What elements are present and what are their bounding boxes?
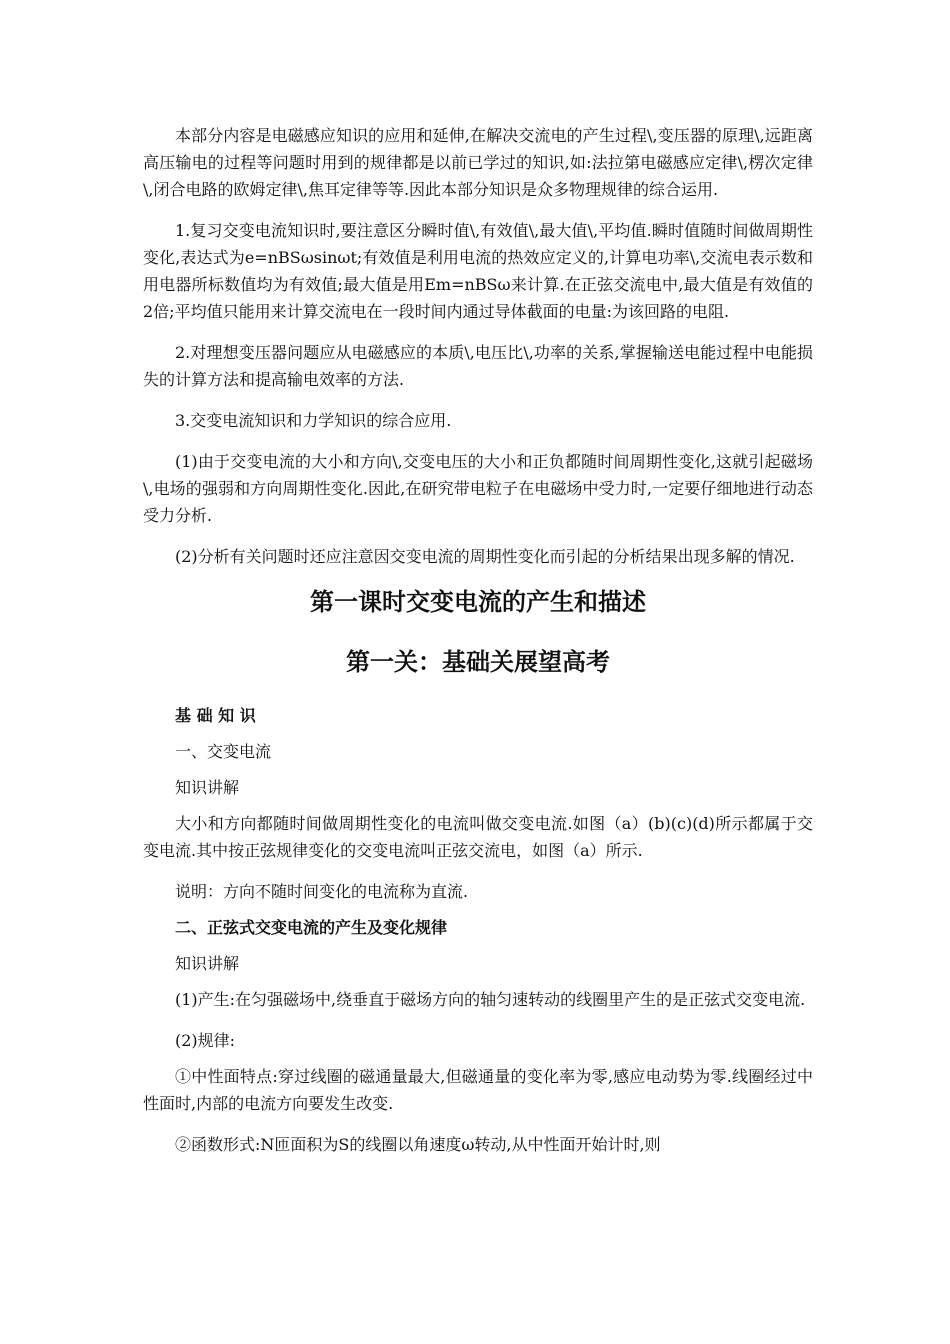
section-1-text: 大小和方向都随时间做周期性变化的电流叫做交变电流.如图（a）(b)(c)(d)所示都属于交变电流.其中按正弦规律变化的交变电流叫正弦交流电，如图（a）所示.: [143, 814, 813, 860]
section-2-function-form: ②函数形式:N匝面积为S的线圈以角速度ω转动,从中性面开始计时,则: [175, 1135, 661, 1154]
section-2-generation: (1)产生:在匀强磁场中,绕垂直于磁场方向的轴匀速转动的线圈里产生的是正弦式交变电流.: [175, 990, 806, 1009]
point-1-paragraph: 1.复习交变电流知识时,要注意区分瞬时值\,有效值\,最大值\,平均值.瞬时值随时间做周期性变化,表达式为e=nBSωsinωt;有效值是利用电流的热效应定义的,计算电功率\,交流电表示数和用电器所标数值均为有效值;最大值是用Em=nBSω来计算.在正弦交流电中,最大值是有效值的2倍;平均值只能用来计算交流电在一段时间内通过导体截面的电量:为该回路的电阻.: [143, 221, 813, 321]
lesson-title: 第一课时交变电流的产生和描述: [310, 588, 646, 616]
section-1-heading: 一、交变电流: [175, 742, 272, 761]
section-2-label: 知识讲解: [175, 954, 240, 973]
intro-paragraph: 本部分内容是电磁感应知识的应用和延伸,在解决交流电的产生过程\,变压器的原理\,远距离高压输电的过程等问题时用到的规律都是以前已学过的知识,如:法拉第电磁感应定律\,楞次定律\,闭合电路的欧姆定律\,焦耳定律等等.因此本部分知识是众多物理规律的综合运用.: [143, 126, 813, 199]
section-1-note: 说明：方向不随时间变化的电流称为直流.: [175, 882, 469, 901]
point-3-2-paragraph: (2)分析有关问题时还应注意因交变电流的周期性变化而引起的分析结果出现多解的情况.: [175, 547, 795, 566]
point-2-paragraph: 2.对理想变压器问题应从电磁感应的本质\,电压比\,功率的关系,掌握输送电能过程中电能损失的计算方法和提高输电效率的方法.: [143, 343, 813, 389]
section-2-neutral-plane: ①中性面特点:穿过线圈的磁通量最大,但磁通量的变化率为零,感应电动势为零.线圈经过中性面时,内部的电流方向要发生改变.: [143, 1067, 813, 1113]
point-3-1-paragraph: (1)由于交变电流的大小和方向\,交变电压的大小和正负都随时间周期性变化,这就引起磁场\,电场的强弱和方向周期性变化.因此,在研究带电粒子在电磁场中受力时,一定要仔细地进行动态受力分析.: [143, 452, 813, 525]
level-title: 第一关：基础关展望高考: [346, 648, 610, 676]
section-2-heading: 二、正弦式交变电流的产生及变化规律: [175, 918, 448, 937]
point-3-paragraph: 3.交变电流知识和力学知识的综合应用.: [175, 411, 452, 430]
document-body: [143, 122, 813, 1172]
section-1-label: 知识讲解: [175, 778, 240, 797]
basics-heading: 基 础 知 识: [175, 706, 256, 725]
section-2-rule: (2)规律:: [175, 1031, 236, 1050]
